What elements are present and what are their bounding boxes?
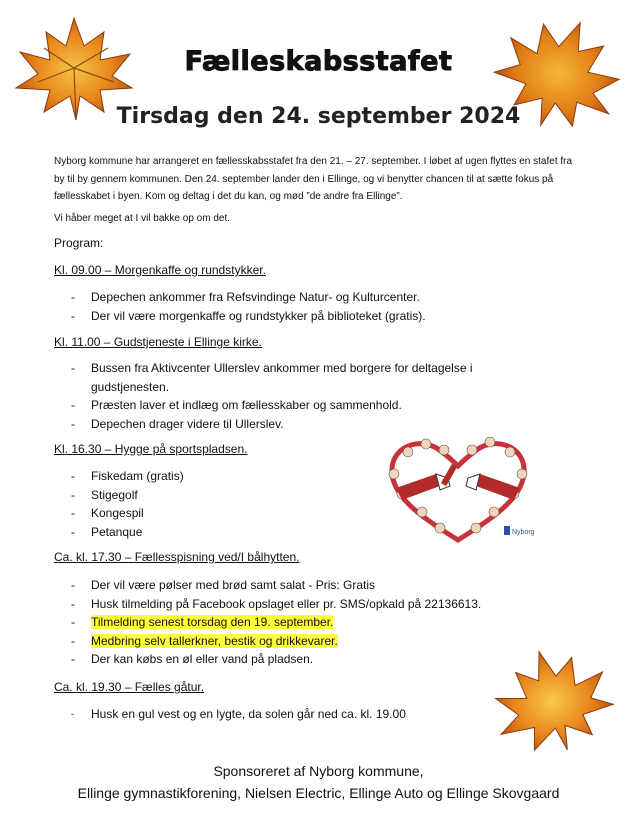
section-heading: Ca. kl. 17.30 – Fællesspisning ved/I bålhytten. (54, 550, 300, 564)
sponsor-line: Ellinge gymnastikforening, Nielsen Electric, Ellinge Auto og Ellinge Skovgaard (77, 785, 560, 801)
list-item: - Præsten laver et indlæg om fællesskaber og sammenhold. (71, 398, 402, 412)
highlighted-text: Medbring selv tallerkner, bestik og drikkevarer. (91, 633, 338, 648)
list-item: - Fiskedam (gratis) (71, 469, 184, 483)
section-heading: Kl. 16.30 – Hygge på sportspladsen. (54, 442, 248, 456)
bullet-list (54, 576, 574, 669)
section-heading: Ca. kl. 19.30 – Fælles gåtur. (54, 680, 205, 694)
sponsor-line: Sponsoreret af Nyborg kommune, (213, 763, 424, 779)
intro-paragraph: Nyborg kommune har arrangeret en fællesskabsstafet fra den 21. – 27. september. I løbet af ugen flyttes en stafet fra by til by gennem kommunen. Den 24. september lander den i Ellinge, og vi benytter chancen til at sætte fokus på fællesskabet i byen. Kom og deltag i det du kan, og mød ”de andre fra Ellinge”. (54, 156, 573, 202)
intro-paragraph: Vi håber meget at I vil bakke op om det. (54, 213, 231, 224)
list-item: - Stigegolf (71, 487, 138, 502)
list-item: - Der vil være pølser med brød samt salat - Pris: Gratis (71, 578, 376, 592)
list-item: - Tilmelding senest torsdag den 19. september. (71, 615, 334, 629)
bullet-list (54, 705, 574, 724)
page-subtitle: Tirsdag den 24. september 2024 (116, 104, 521, 129)
list-item: - Der vil være morgenkaffe og rundstykker på biblioteket (gratis). (71, 308, 426, 323)
section-heading: Kl. 11.00 – Gudstjeneste i Ellinge kirke. (54, 335, 262, 349)
list-item: - Husk en gul vest og en lygte, da solen går ned ca. kl. 19.00 (71, 707, 406, 721)
heart-logo-icon (378, 430, 538, 550)
list-item: - Der kan købs en øl eller vand på pladsen. (71, 652, 314, 666)
highlighted-text: Tilmelding senest torsdag den 19. september. (91, 615, 334, 629)
list-item: - Husk tilmelding på Facebook opslaget eller pr. SMS/opkald på 22136613. (71, 596, 482, 611)
sponsor-text (0, 760, 637, 804)
list-item: - Bussen fra Aktivcenter Ullerslev ankommer med borgere for deltagelse i gudstjenesten. (71, 361, 473, 394)
bullet-list (54, 359, 524, 433)
bullet-list (54, 467, 354, 541)
list-item: - Medbring selv tallerkner, bestik og drikkevarer. (71, 633, 338, 648)
list-item: - Kongespil (71, 506, 144, 520)
section-heading: Kl. 09.00 – Morgenkaffe og rundstykker. (54, 263, 266, 277)
bullet-list (54, 288, 574, 325)
list-item: - Depechen drager videre til Ullerslev. (71, 416, 284, 431)
logo-text: Nyborg (512, 529, 535, 536)
list-item: - Petanque (71, 524, 143, 539)
program-label: Program: (54, 236, 104, 250)
list-item: - Depechen ankommer fra Refsvindinge Natur- og Kulturcenter. (71, 290, 420, 304)
page-title: Fælleskabsstafet (184, 46, 453, 77)
